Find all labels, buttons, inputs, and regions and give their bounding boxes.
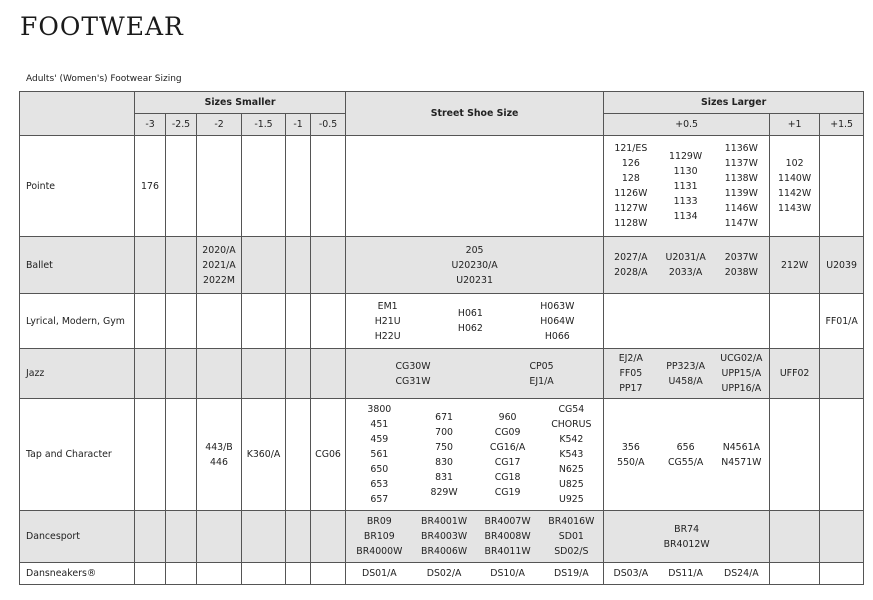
- model-number: 1129W: [669, 150, 703, 162]
- cell-list: [540, 299, 574, 344]
- model-number: 1131: [673, 180, 698, 192]
- model-number: EJ2/A: [618, 353, 643, 364]
- table-cell: [135, 349, 166, 399]
- model-number: 446: [210, 456, 228, 468]
- table-cell: [413, 511, 476, 563]
- table-cell: [286, 511, 311, 563]
- table-cell: [166, 349, 197, 399]
- model-number: UCG02/A: [720, 353, 763, 364]
- model-number: U458/A: [668, 375, 703, 387]
- table-cell: DS01/A: [346, 563, 413, 585]
- table-cell: [820, 511, 864, 563]
- cell-list: [451, 243, 497, 288]
- model-number: CHORUS: [551, 419, 592, 430]
- model-number: 2038W: [724, 267, 758, 278]
- model-number: H061: [457, 308, 483, 319]
- table-cell: [286, 136, 311, 237]
- table-cell: DS11/A: [658, 563, 714, 585]
- model-number: 1134: [673, 210, 698, 222]
- table-cell: [346, 136, 604, 237]
- model-number: UPP16/A: [721, 383, 762, 394]
- cell-list: [614, 250, 647, 280]
- table-cell: [604, 349, 658, 399]
- cell-list: [205, 440, 232, 470]
- table-cell: [658, 237, 714, 294]
- row-label: Pointe: [20, 136, 135, 237]
- row-label: Lyrical, Modern, Gym: [20, 294, 135, 349]
- cell-list: [421, 514, 467, 559]
- model-number: N4561A: [722, 441, 760, 453]
- model-number: 960: [498, 411, 517, 423]
- model-number: 2021/A: [202, 259, 236, 271]
- table-cell: [714, 237, 770, 294]
- model-number: 653: [370, 479, 389, 490]
- model-number: 1127W: [614, 203, 648, 214]
- table-cell: [242, 237, 286, 294]
- model-number: BR4003W: [421, 531, 468, 542]
- model-number: 2033/A: [668, 267, 703, 278]
- model-number: CG31W: [395, 375, 431, 387]
- model-number: U20231: [456, 274, 493, 286]
- model-number: 1147W: [724, 218, 758, 229]
- model-number: 128: [621, 173, 640, 184]
- table-cell: DS19/A: [540, 563, 604, 585]
- table-cell: 176: [135, 136, 166, 237]
- model-number: 1128W: [614, 218, 648, 229]
- model-number: 1146W: [724, 203, 758, 214]
- model-number: BR4000W: [356, 546, 403, 557]
- table-cell: [604, 294, 770, 349]
- table-cell: [286, 237, 311, 294]
- model-number: BR09: [366, 516, 392, 527]
- table-cell: [604, 399, 658, 511]
- table-cell: [604, 136, 658, 237]
- table-cell: [197, 349, 242, 399]
- model-number: H064W: [540, 315, 575, 327]
- table-cell: [311, 136, 346, 237]
- table-cell: [242, 563, 286, 585]
- model-number: H066: [544, 330, 570, 342]
- cell-list: [665, 250, 705, 280]
- table-cell: [311, 349, 346, 399]
- table-cell: [540, 399, 604, 511]
- table-cell: [286, 349, 311, 399]
- table-cell: [770, 511, 820, 563]
- model-number: 550/A: [617, 456, 645, 468]
- cell-list: [666, 359, 705, 389]
- model-number: 2027/A: [614, 252, 648, 263]
- model-number: U925: [558, 494, 584, 505]
- model-number: BR4011W: [484, 546, 531, 557]
- model-number: 459: [370, 434, 389, 445]
- model-number: 829W: [430, 486, 458, 498]
- model-number: 451: [370, 419, 389, 430]
- header-size: -1: [286, 114, 311, 136]
- table-cell: [770, 563, 820, 585]
- table-cell: FF01/A: [820, 294, 864, 349]
- model-number: EJ1/A: [529, 375, 554, 387]
- table-cell: [242, 136, 286, 237]
- model-number: PP17: [619, 383, 643, 394]
- cell-list: [669, 149, 702, 224]
- model-number: K542: [559, 434, 584, 445]
- model-number: 657: [370, 494, 389, 505]
- model-number: BR109: [363, 531, 395, 542]
- cell-list: [396, 359, 431, 389]
- table-cell: [311, 511, 346, 563]
- header-size: -0.5: [311, 114, 346, 136]
- table-cell: [770, 136, 820, 237]
- table-cell: [166, 237, 197, 294]
- cell-list: [668, 440, 703, 470]
- table-row-dancesport: [20, 511, 864, 563]
- model-number: 656: [676, 441, 695, 453]
- header-size: -2.5: [166, 114, 197, 136]
- table-cell: UFF02: [770, 349, 820, 399]
- model-number: 356: [621, 441, 640, 453]
- table-cell: [166, 294, 197, 349]
- table-cell: [346, 511, 413, 563]
- header-corner: [20, 92, 135, 136]
- header-sizes-smaller: Sizes Smaller: [135, 92, 346, 114]
- model-number: 443/B: [205, 441, 233, 453]
- model-number: CG30W: [395, 360, 431, 372]
- model-number: 1137W: [724, 158, 758, 169]
- model-number: BR4012W: [663, 538, 710, 550]
- table-cell: [166, 136, 197, 237]
- header-street-shoe-size: Street Shoe Size: [346, 92, 604, 136]
- table-cell: [135, 563, 166, 585]
- header-size: +1.5: [820, 114, 864, 136]
- table-cell: [197, 237, 242, 294]
- table-cell: [820, 563, 864, 585]
- table-cell: [311, 237, 346, 294]
- table-cell: [476, 511, 540, 563]
- model-number: 700: [435, 426, 454, 438]
- model-number: 1139W: [724, 188, 758, 199]
- table-cell: [714, 136, 770, 237]
- model-number: 1133: [673, 195, 698, 207]
- table-cell: [658, 349, 714, 399]
- model-number: SD02/S: [554, 546, 589, 557]
- cell-list: [614, 141, 647, 231]
- table-cell: [135, 399, 166, 511]
- model-number: BR4008W: [484, 531, 531, 542]
- cell-list: [721, 440, 761, 470]
- table-cell: [135, 511, 166, 563]
- model-number: EM1: [377, 300, 398, 312]
- model-number: BR4016W: [548, 516, 595, 527]
- table-row-ballet: [20, 237, 864, 294]
- row-label: Tap and Character: [20, 399, 135, 511]
- cell-list: [202, 243, 235, 288]
- table-cell: [346, 399, 413, 511]
- table-row-dansneakers: [20, 563, 864, 585]
- table-cell: [770, 399, 820, 511]
- table-caption: Adults' (Women's) Footwear Sizing: [26, 74, 182, 84]
- model-number: 650: [370, 464, 389, 475]
- cell-list: [458, 306, 483, 336]
- model-number: 1130: [673, 165, 698, 177]
- table-row-jazz: [20, 349, 864, 399]
- cell-list: [725, 141, 758, 231]
- model-number: U825: [558, 479, 584, 490]
- table-cell: 212W: [770, 237, 820, 294]
- model-number: 205: [465, 244, 484, 256]
- table-cell: DS03/A: [604, 563, 658, 585]
- table-cell: [166, 563, 197, 585]
- table-cell: DS24/A: [714, 563, 770, 585]
- cell-list: [617, 440, 644, 470]
- cell-list: [485, 514, 531, 559]
- cell-list: [551, 402, 591, 507]
- table-cell: [242, 511, 286, 563]
- model-number: 2020/A: [202, 244, 236, 256]
- cell-list: [490, 410, 525, 500]
- model-number: 830: [435, 456, 454, 468]
- cell-list: [367, 402, 391, 507]
- table-cell: U2039: [820, 237, 864, 294]
- table-cell: [242, 294, 286, 349]
- table-cell: [346, 349, 604, 399]
- table-cell: [286, 563, 311, 585]
- table-cell: [604, 511, 770, 563]
- header-size: -3: [135, 114, 166, 136]
- model-number: 3800: [367, 404, 392, 415]
- model-number: 121/ES: [614, 143, 648, 154]
- model-number: 1138W: [724, 173, 758, 184]
- header-size: +0.5: [604, 114, 770, 136]
- table-cell: [166, 511, 197, 563]
- model-number: 1143W: [778, 203, 812, 214]
- table-cell: [135, 237, 166, 294]
- cell-list: [529, 359, 553, 389]
- model-number: N625: [558, 464, 584, 475]
- table-cell: DS10/A: [476, 563, 540, 585]
- model-number: CG55/A: [667, 456, 704, 468]
- model-number: CG18: [494, 471, 521, 483]
- model-number: CG09: [494, 426, 521, 438]
- table-cell: [604, 237, 658, 294]
- table-cell: [197, 136, 242, 237]
- model-number: 671: [435, 411, 454, 423]
- model-number: CP05: [529, 360, 554, 372]
- cell-list: [664, 522, 710, 552]
- model-number: U2031/A: [665, 252, 706, 263]
- table-row-pointe: [20, 136, 864, 237]
- cell-list: [778, 156, 811, 216]
- table-cell: [346, 294, 604, 349]
- table-cell: [286, 294, 311, 349]
- model-number: U20230/A: [451, 259, 498, 271]
- model-number: UPP15/A: [721, 368, 762, 379]
- model-number: K543: [559, 449, 584, 460]
- table-cell: [197, 294, 242, 349]
- row-label: Ballet: [20, 237, 135, 294]
- model-number: 750: [435, 441, 454, 453]
- header-row-groups: [20, 92, 864, 114]
- table-cell: [714, 349, 770, 399]
- model-number: BR4001W: [421, 516, 468, 527]
- model-number: 1126W: [614, 188, 648, 199]
- model-number: BR4006W: [421, 546, 468, 557]
- cell-list: [725, 250, 758, 280]
- model-number: CG17: [494, 456, 521, 468]
- model-number: 1142W: [778, 188, 812, 199]
- table-cell: [346, 237, 604, 294]
- cell-list: [375, 299, 401, 344]
- model-number: 102: [785, 158, 804, 169]
- model-number: SD01: [558, 531, 584, 542]
- cell-list: [720, 351, 762, 396]
- row-label: Dancesport: [20, 511, 135, 563]
- sizing-table: [19, 91, 864, 585]
- table-cell: [311, 294, 346, 349]
- table-cell: [714, 399, 770, 511]
- row-label: Jazz: [20, 349, 135, 399]
- table-row-tap: [20, 399, 864, 511]
- table-cell: [820, 349, 864, 399]
- model-number: BR4007W: [484, 516, 531, 527]
- header-sizes-larger: Sizes Larger: [604, 92, 864, 114]
- table-cell: [658, 136, 714, 237]
- table-cell: [476, 399, 540, 511]
- cell-list: [548, 514, 594, 559]
- model-number: 126: [621, 158, 640, 169]
- model-number: 2037W: [724, 252, 758, 263]
- table-cell: [820, 136, 864, 237]
- table-cell: [242, 349, 286, 399]
- table-cell: [413, 399, 476, 511]
- model-number: 561: [370, 449, 389, 460]
- table-cell: [197, 511, 242, 563]
- model-number: PP323/A: [666, 360, 705, 372]
- table-cell: [311, 563, 346, 585]
- model-number: CG19: [494, 486, 521, 498]
- model-number: CG54: [558, 404, 585, 415]
- page-title: FOOTWEAR: [20, 12, 184, 41]
- table-cell: [820, 399, 864, 511]
- row-label: Dansneakers®: [20, 563, 135, 585]
- table-cell: [197, 399, 242, 511]
- table-cell: K360/A: [242, 399, 286, 511]
- header-size: -2: [197, 114, 242, 136]
- table-cell: [770, 294, 820, 349]
- model-number: 831: [435, 471, 454, 483]
- header-size: -1.5: [242, 114, 286, 136]
- header-size: +1: [770, 114, 820, 136]
- model-number: H062: [457, 323, 483, 334]
- model-number: FF05: [619, 368, 643, 379]
- model-number: N4571W: [721, 456, 762, 468]
- table-cell: [286, 399, 311, 511]
- cell-list: [619, 351, 643, 396]
- table-cell: CG06: [311, 399, 346, 511]
- table-cell: [197, 563, 242, 585]
- model-number: H22U: [374, 330, 401, 342]
- model-number: H063W: [540, 300, 575, 312]
- model-number: 1140W: [778, 173, 812, 184]
- model-number: CG16/A: [489, 441, 526, 453]
- model-number: H21U: [374, 315, 401, 327]
- table-cell: [658, 399, 714, 511]
- table-row-lyrical: [20, 294, 864, 349]
- model-number: BR74: [674, 523, 700, 535]
- table-cell: DS02/A: [413, 563, 476, 585]
- table-cell: [540, 511, 604, 563]
- table-cell: [135, 294, 166, 349]
- table-cell: [166, 399, 197, 511]
- model-number: 2028/A: [614, 267, 648, 278]
- model-number: 1136W: [724, 143, 758, 154]
- cell-list: [430, 410, 457, 500]
- model-number: 2022M: [203, 274, 235, 286]
- cell-list: [356, 514, 402, 559]
